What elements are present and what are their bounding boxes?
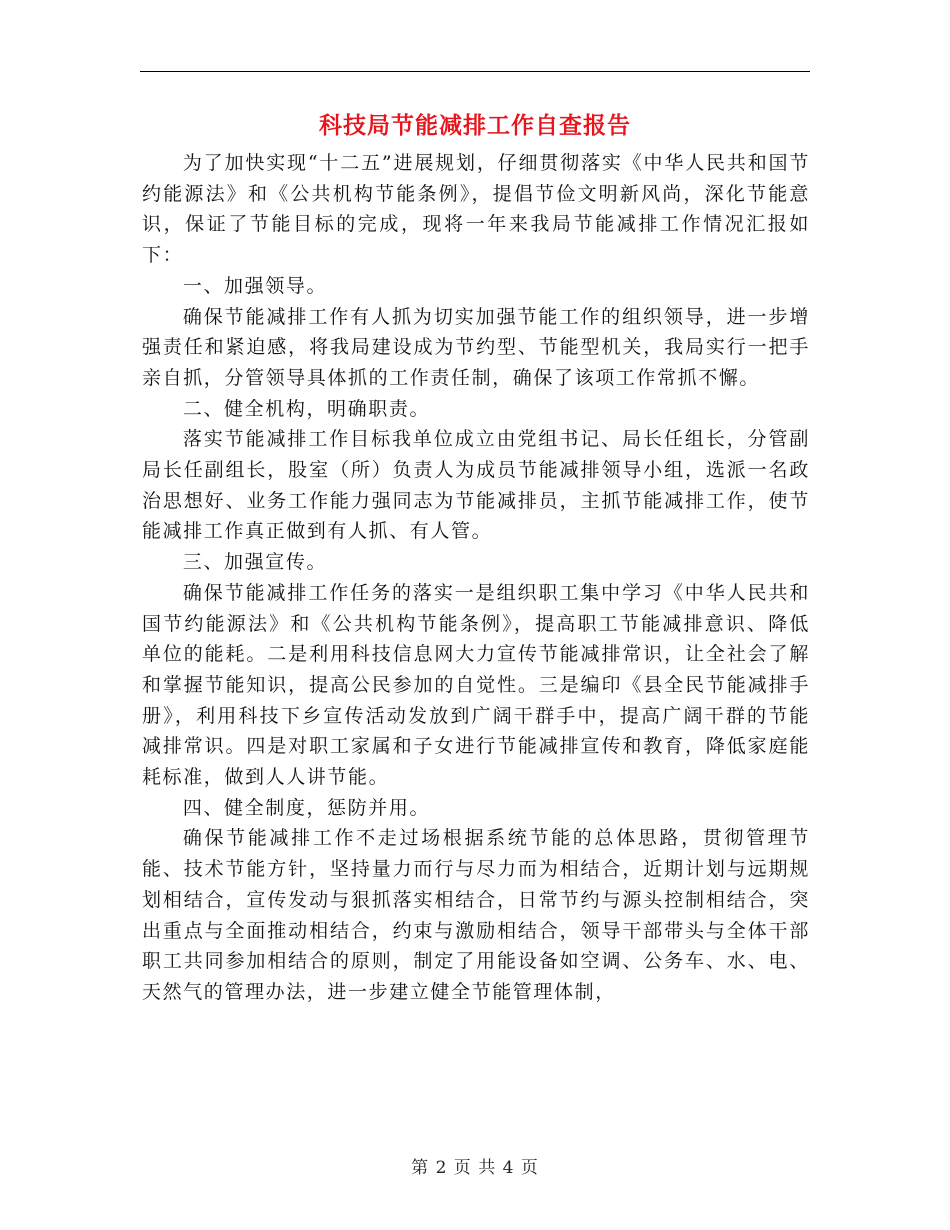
- document-title: 科技局节能减排工作自查报告: [319, 112, 631, 139]
- section-heading-1: 一、加强领导。: [182, 274, 328, 297]
- document-body: [142, 148, 810, 1008]
- section-heading-2: 二、健全机构，明确职责。: [182, 397, 431, 420]
- section-heading-4: 四、健全制度，惩防并用。: [182, 796, 431, 819]
- section-paragraph-3: 确保节能减排工作任务的落实一是组织职工集中学习《中华人民共和国节约能源法》和《公共机构节能条例》，提高职工节能减排意识、降低单位的能耗。二是利用科技信息网大力宣传节能减排常识，让全社会了解和掌握节能知识，提高公民参加的自觉性。三是编印《县全民节能减排手册》，利用科技下乡宣传活动发放到广阔干群手中，提高广阔干群的节能减排常识。四是对职工家属和子女进行节能减排宣传和教育，降低家庭能耗标准，做到人人讲节能。: [142, 581, 810, 789]
- section-heading-3: 三、加强宣传。: [182, 551, 328, 574]
- page-number-footer: 第 2 页 共 4 页: [411, 1158, 539, 1178]
- intro-paragraph: 为了加快实现“十二五”进展规划，仔细贯彻落实《中华人民共和国节约能源法》和《公共机构节能条例》，提倡节俭文明新风尚，深化节能意识，保证了节能目标的完成，现将一年来我局节能减排工作情况汇报如下：: [142, 152, 810, 267]
- section-paragraph-2: 落实节能减排工作目标我单位成立由党组书记、局长任组长，分管副局长任副组长，股室（所）负责人为成员节能减排领导小组，选派一名政治思想好、业务工作能力强同志为节能减排员，主抓节能减排工作，使节能减排工作真正做到有人抓、有人管。: [142, 428, 810, 543]
- header-rule: [140, 71, 810, 72]
- section-paragraph-1: 确保节能减排工作有人抓为切实加强节能工作的组织领导，进一步增强责任和紧迫感，将我局建设成为节约型、节能型机关，我局实行一把手亲自抓，分管领导具体抓的工作责任制，确保了该项工作常抓不懈。: [142, 305, 810, 389]
- section-paragraph-4: 确保节能减排工作不走过场根据系统节能的总体思路，贯彻管理节能、技术节能方针，坚持量力而行与尽力而为相结合，近期计划与远期规划相结合，宣传发动与狠抓落实相结合，日常节约与源头控制相结合，突出重点与全面推动相结合，约束与激励相结合，领导干部带头与全体干部职工共同参加相结合的原则，制定了用能设备如空调、公务车、水、电、天然气的管理办法，进一步建立健全节能管理体制，: [142, 827, 810, 1003]
